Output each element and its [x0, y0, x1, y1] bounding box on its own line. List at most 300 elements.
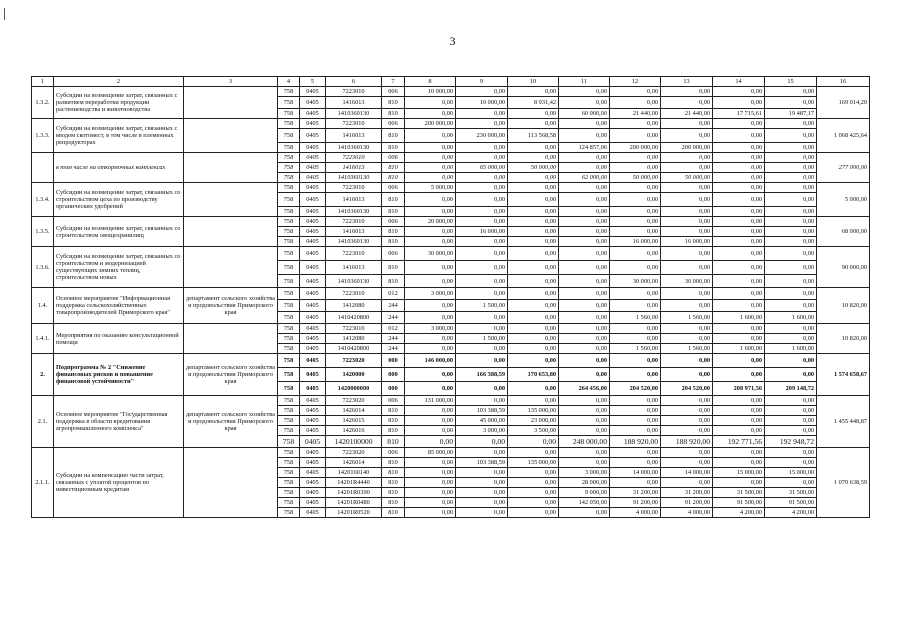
cell-col-13: 0,00	[661, 406, 713, 416]
cell-col-13: 0,00	[661, 193, 713, 207]
cell-col-11: 0,00	[559, 354, 610, 368]
cell-col-10: 0,00	[508, 207, 559, 217]
cell-col-8: 0,00	[405, 227, 456, 237]
cell-col-10: 0,00	[508, 247, 559, 261]
responsible-department	[184, 119, 278, 153]
page-number: 3	[449, 34, 456, 48]
row-number: 1.3.2.	[32, 87, 54, 119]
cell-col-13: 0,00	[661, 163, 713, 173]
cell-col-5: 0405	[300, 488, 326, 498]
cell-col-8: 0,00	[405, 153, 456, 163]
cell-col-14: 0,00	[713, 354, 765, 368]
column-header-11: 11	[559, 77, 610, 87]
cell-col-15: 0,00	[765, 426, 817, 436]
cell-col-14: 0,00	[713, 300, 765, 312]
cell-col-15: 0,00	[765, 227, 817, 237]
cell-col-8: 0,00	[405, 237, 456, 247]
cell-col-9: 3 000,00	[456, 426, 508, 436]
cell-col-11: 0,00	[559, 275, 610, 288]
cell-col-7: 244	[382, 300, 405, 312]
cell-col-10: 3 500,00	[508, 426, 559, 436]
cell-col-7: 012	[382, 288, 405, 300]
cell-col-15: 91 500,00	[765, 498, 817, 508]
cell-col-13: 0,00	[661, 247, 713, 261]
cell-col-5: 0405	[300, 275, 326, 288]
cell-col-15: 0,00	[765, 324, 817, 334]
cell-col-6: 1426015	[326, 416, 382, 426]
cell-col-11: 142 050,00	[559, 498, 610, 508]
cell-col-12: 0,00	[610, 163, 661, 173]
cell-col-11: 0,00	[559, 406, 610, 416]
cell-col-14: 0,00	[713, 143, 765, 153]
cell-col-8: 0,00	[405, 478, 456, 488]
cell-col-12: 0,00	[610, 183, 661, 193]
cell-col-8: 0,00	[405, 163, 456, 173]
cell-col-7: 244	[382, 344, 405, 354]
cell-col-9: 0,00	[456, 448, 508, 458]
cell-col-15: 31 500,00	[765, 488, 817, 498]
cell-col-4: 758	[278, 237, 300, 247]
cell-col-7: 000	[382, 382, 405, 396]
cell-col-7: 810	[382, 207, 405, 217]
row-total: 1 455 448,87	[817, 396, 870, 448]
cell-col-7: 810	[382, 488, 405, 498]
cell-col-14: 1 600,00	[713, 344, 765, 354]
cell-col-6: 1410420800	[326, 312, 382, 324]
row-description: Подпрограмма № 2 "Снижение финансовых рисков и повышение финансовой устойчивости"	[54, 354, 184, 396]
cell-col-13: 0,00	[661, 478, 713, 488]
cell-col-14: 0,00	[713, 406, 765, 416]
cell-col-11: 0,00	[559, 261, 610, 275]
cell-col-5: 0405	[300, 436, 326, 448]
cell-col-14: 0,00	[713, 334, 765, 344]
cell-col-8: 3 000,00	[405, 324, 456, 334]
cell-col-5: 0405	[300, 97, 326, 109]
cell-col-10: 135 000,00	[508, 458, 559, 468]
cell-col-4: 758	[278, 324, 300, 334]
cell-col-4: 758	[278, 354, 300, 368]
cell-col-10: 0,00	[508, 237, 559, 247]
cell-col-12: 200 000,00	[610, 143, 661, 153]
cell-col-8: 30 000,00	[405, 247, 456, 261]
cell-col-12: 204 520,00	[610, 382, 661, 396]
cell-col-10: 0,00	[508, 193, 559, 207]
cell-col-10: 0,00	[508, 334, 559, 344]
cell-col-10: 0,00	[508, 498, 559, 508]
cell-col-7: 810	[382, 416, 405, 426]
cell-col-15: 0,00	[765, 458, 817, 468]
cell-col-4: 758	[278, 129, 300, 143]
column-header-13: 13	[661, 77, 713, 87]
row-description: Субсидии на возмещение затрат, связанных со строительством и модернизацией существующих зимних теплиц, строительством новых	[54, 247, 184, 288]
cell-col-10: 0,00	[508, 275, 559, 288]
cell-col-14: 0,00	[713, 324, 765, 334]
header-row	[32, 77, 870, 87]
cell-col-12: 0,00	[610, 396, 661, 406]
cell-col-8: 0,00	[405, 207, 456, 217]
cell-col-6: 1426014	[326, 406, 382, 416]
cell-col-15: 0,00	[765, 129, 817, 143]
cell-col-10: 170 653,80	[508, 368, 559, 382]
cell-col-9: 166 388,59	[456, 368, 508, 382]
cell-col-12: 0,00	[610, 153, 661, 163]
cell-col-8: 0,00	[405, 416, 456, 426]
cell-col-8: 0,00	[405, 173, 456, 183]
responsible-department	[184, 217, 278, 247]
cell-col-4: 758	[278, 344, 300, 354]
cell-col-14: 0,00	[713, 458, 765, 468]
cell-col-12: 0,00	[610, 97, 661, 109]
cell-col-5: 0405	[300, 368, 326, 382]
cell-col-6: 1410360130	[326, 275, 382, 288]
cell-col-7: 810	[382, 468, 405, 478]
cell-col-14: 0,00	[713, 193, 765, 207]
cell-col-14: 0,00	[713, 97, 765, 109]
cell-col-6: 1416013	[326, 227, 382, 237]
cell-col-8: 0,00	[405, 129, 456, 143]
row-description: Субсидии на возмещение затрат, связанных со строительством цеха по производству органических удобрений	[54, 183, 184, 217]
cell-col-9: 0,00	[456, 143, 508, 153]
text-cursor	[4, 8, 5, 20]
cell-col-15: 0,00	[765, 288, 817, 300]
column-header-5: 5	[300, 77, 326, 87]
cell-col-9: 0,00	[456, 312, 508, 324]
cell-col-14: 15 000,00	[713, 468, 765, 478]
cell-col-13: 0,00	[661, 227, 713, 237]
cell-col-6: 1420000	[326, 368, 382, 382]
cell-col-11: 0,00	[559, 87, 610, 97]
cell-col-14: 4 200,00	[713, 508, 765, 518]
cell-col-4: 758	[278, 153, 300, 163]
cell-col-10: 0,00	[508, 488, 559, 498]
cell-col-5: 0405	[300, 478, 326, 488]
column-header-6: 6	[326, 77, 382, 87]
table-row	[32, 288, 870, 300]
cell-col-6: 1426016	[326, 426, 382, 436]
cell-col-15: 0,00	[765, 237, 817, 247]
cell-col-5: 0405	[300, 416, 326, 426]
cell-col-12: 0,00	[610, 247, 661, 261]
cell-col-4: 758	[278, 163, 300, 173]
cell-col-4: 758	[278, 448, 300, 458]
cell-col-13: 0,00	[661, 153, 713, 163]
cell-col-4: 758	[278, 183, 300, 193]
cell-col-15: 0,00	[765, 416, 817, 426]
cell-col-10: 0,00	[508, 153, 559, 163]
cell-col-5: 0405	[300, 173, 326, 183]
cell-col-4: 758	[278, 368, 300, 382]
cell-col-7: 810	[382, 129, 405, 143]
cell-col-10: 0,00	[508, 312, 559, 324]
row-number: 2.	[32, 354, 54, 396]
cell-col-11: 0,00	[559, 207, 610, 217]
cell-col-5: 0405	[300, 129, 326, 143]
cell-col-6: 7223010	[326, 183, 382, 193]
cell-col-5: 0405	[300, 508, 326, 518]
cell-col-5: 0405	[300, 406, 326, 416]
cell-col-13: 0,00	[661, 300, 713, 312]
cell-col-15: 0,00	[765, 143, 817, 153]
cell-col-4: 758	[278, 488, 300, 498]
cell-col-5: 0405	[300, 334, 326, 344]
cell-col-13: 0,00	[661, 87, 713, 97]
row-number: 1.4.1.	[32, 324, 54, 354]
cell-col-14: 17 715,61	[713, 109, 765, 119]
cell-col-15: 15 000,00	[765, 468, 817, 478]
cell-col-7: 810	[382, 193, 405, 207]
cell-col-13: 0,00	[661, 416, 713, 426]
cell-col-13: 0,00	[661, 119, 713, 129]
cell-col-11: 9 000,00	[559, 488, 610, 498]
cell-col-15: 0,00	[765, 448, 817, 458]
cell-col-12: 16 000,00	[610, 237, 661, 247]
cell-col-15: 0,00	[765, 153, 817, 163]
cell-col-9: 0,00	[456, 109, 508, 119]
cell-col-12: 50 000,00	[610, 173, 661, 183]
cell-col-12: 0,00	[610, 87, 661, 97]
cell-col-6: 1410360130	[326, 109, 382, 119]
cell-col-15: 192 948,72	[765, 436, 817, 448]
cell-col-8: 0,00	[405, 334, 456, 344]
cell-col-8: 0,00	[405, 261, 456, 275]
cell-col-13: 0,00	[661, 354, 713, 368]
row-number: 2.1.1.	[32, 448, 54, 518]
budget-table	[31, 76, 870, 518]
cell-col-5: 0405	[300, 217, 326, 227]
cell-col-8: 146 000,00	[405, 354, 456, 368]
cell-col-9: 0,00	[456, 288, 508, 300]
cell-col-15: 0,00	[765, 334, 817, 344]
cell-col-13: 0,00	[661, 334, 713, 344]
cell-col-4: 758	[278, 119, 300, 129]
column-header-12: 12	[610, 77, 661, 87]
column-header-1: 1	[32, 77, 54, 87]
cell-col-8: 0,00	[405, 436, 456, 448]
cell-col-5: 0405	[300, 227, 326, 237]
cell-col-15: 0,00	[765, 354, 817, 368]
responsible-department: департамент сельского хозяйства и продовольствия Приморского края	[184, 354, 278, 396]
cell-col-12: 0,00	[610, 324, 661, 334]
cell-col-12: 0,00	[610, 354, 661, 368]
cell-col-6: 1416013	[326, 193, 382, 207]
cell-col-7: 810	[382, 237, 405, 247]
cell-col-8: 0,00	[405, 368, 456, 382]
row-total: 169 014,20	[817, 87, 870, 119]
cell-col-9: 1 500,00	[456, 334, 508, 344]
row-description: Субсидии на компенсацию части затрат, связанных с уплатой процентов по инвестиционным кредитам	[54, 448, 184, 518]
cell-col-10: 0,00	[508, 436, 559, 448]
row-number: 2.1.	[32, 396, 54, 448]
row-description: Основное мероприятие "Информационная поддержка сельскохозяйственных товаропроизводителей Приморского края"	[54, 288, 184, 324]
cell-col-13: 0,00	[661, 97, 713, 109]
cell-col-9: 0,00	[456, 354, 508, 368]
cell-col-12: 0,00	[610, 261, 661, 275]
cell-col-9: 0,00	[456, 488, 508, 498]
cell-col-12: 0,00	[610, 406, 661, 416]
cell-col-10: 0,00	[508, 87, 559, 97]
cell-col-4: 758	[278, 227, 300, 237]
cell-col-9: 0,00	[456, 237, 508, 247]
cell-col-15: 1 600,00	[765, 344, 817, 354]
cell-col-6: 7223010	[326, 288, 382, 300]
cell-col-4: 758	[278, 217, 300, 227]
cell-col-15: 0,00	[765, 247, 817, 261]
cell-col-9: 0,00	[456, 344, 508, 354]
cell-col-11: 0,00	[559, 508, 610, 518]
cell-col-6: 7223010	[326, 324, 382, 334]
cell-col-13: 204 520,00	[661, 382, 713, 396]
cell-col-9: 16 000,00	[456, 227, 508, 237]
cell-col-4: 758	[278, 406, 300, 416]
cell-col-7: 810	[382, 426, 405, 436]
cell-col-7: 006	[382, 247, 405, 261]
cell-col-8: 0,00	[405, 458, 456, 468]
cell-col-15: 0,00	[765, 261, 817, 275]
cell-col-4: 758	[278, 247, 300, 261]
cell-col-11: 0,00	[559, 334, 610, 344]
cell-col-4: 758	[278, 261, 300, 275]
cell-col-9: 0,00	[456, 119, 508, 129]
cell-col-13: 21 440,00	[661, 109, 713, 119]
cell-col-14: 0,00	[713, 237, 765, 247]
responsible-department	[184, 448, 278, 518]
cell-col-8: 0,00	[405, 275, 456, 288]
cell-col-14: 0,00	[713, 396, 765, 406]
cell-col-8: 131 000,00	[405, 396, 456, 406]
cell-col-13: 0,00	[661, 368, 713, 382]
table-row	[32, 324, 870, 334]
cell-col-5: 0405	[300, 183, 326, 193]
cell-col-11: 0,00	[559, 368, 610, 382]
cell-col-8: 0,00	[405, 300, 456, 312]
cell-col-6: 1412080	[326, 334, 382, 344]
column-header-16: 16	[817, 77, 870, 87]
cell-col-13: 30 000,00	[661, 275, 713, 288]
cell-col-13: 31 200,00	[661, 488, 713, 498]
row-number: 1.3.6.	[32, 247, 54, 288]
cell-col-11: 28 000,00	[559, 478, 610, 488]
table-row	[32, 448, 870, 458]
cell-col-8: 0,00	[405, 426, 456, 436]
row-total: 5 000,00	[817, 183, 870, 217]
cell-col-9: 10 000,00	[456, 97, 508, 109]
cell-col-12: 30 000,00	[610, 275, 661, 288]
row-description: Субсидии на возмещение затрат, связанных с вводом скотомест, в том числе в племенных репродукторах	[54, 119, 184, 153]
cell-col-8: 0,00	[405, 193, 456, 207]
cell-col-9: 0,00	[456, 183, 508, 193]
cell-col-6: 14201R4440	[326, 478, 382, 488]
cell-col-15: 0,00	[765, 275, 817, 288]
cell-col-6: 1416013	[326, 163, 382, 173]
cell-col-13: 0,00	[661, 129, 713, 143]
table-row	[32, 183, 870, 193]
cell-col-15: 4 200,00	[765, 508, 817, 518]
cell-col-7: 244	[382, 334, 405, 344]
cell-col-12: 1 560,00	[610, 344, 661, 354]
cell-col-8: 0,00	[405, 488, 456, 498]
cell-col-15: 0,00	[765, 478, 817, 488]
cell-col-9: 0,00	[456, 247, 508, 261]
cell-col-10: 8 931,42	[508, 97, 559, 109]
cell-col-5: 0405	[300, 382, 326, 396]
cell-col-7: 810	[382, 498, 405, 508]
cell-col-14: 0,00	[713, 129, 765, 143]
cell-col-12: 14 000,00	[610, 468, 661, 478]
table-row	[32, 354, 870, 368]
cell-col-14: 0,00	[713, 173, 765, 183]
cell-col-9: 0,00	[456, 508, 508, 518]
cell-col-5: 0405	[300, 207, 326, 217]
cell-col-12: 4 000,00	[610, 508, 661, 518]
responsible-department: департамент сельского хозяйства и продовольствия Приморского края	[184, 396, 278, 448]
cell-col-14: 1 600,00	[713, 312, 765, 324]
row-description: Мероприятия по оказанию консультационной помощи	[54, 324, 184, 354]
cell-col-15: 0,00	[765, 193, 817, 207]
row-total: 1 068 425,64	[817, 119, 870, 153]
row-description: Субсидии на возмещение затрат, связанных с развитием переработки продукции растениеводства и животноводства	[54, 87, 184, 119]
cell-col-5: 0405	[300, 344, 326, 354]
cell-col-11: 0,00	[559, 288, 610, 300]
row-number: 1.3.5.	[32, 217, 54, 247]
cell-col-11: 0,00	[559, 193, 610, 207]
cell-col-4: 758	[278, 436, 300, 448]
cell-col-14: 0,00	[713, 87, 765, 97]
cell-col-8: 0,00	[405, 382, 456, 396]
row-description: Основное мероприятие "Государственная поддержка в области кредитования агропромышленного комплекса"	[54, 396, 184, 448]
cell-col-8: 0,00	[405, 498, 456, 508]
cell-col-14: 31 500,00	[713, 488, 765, 498]
cell-col-5: 0405	[300, 119, 326, 129]
cell-col-8: 0,00	[405, 312, 456, 324]
cell-col-12: 0,00	[610, 448, 661, 458]
cell-col-5: 0405	[300, 237, 326, 247]
cell-col-5: 0405	[300, 468, 326, 478]
column-header-8: 8	[405, 77, 456, 87]
cell-col-9: 103 388,59	[456, 458, 508, 468]
cell-col-15: 0,00	[765, 119, 817, 129]
cell-col-10: 0,00	[508, 468, 559, 478]
cell-col-8: 0,00	[405, 468, 456, 478]
cell-col-9: 45 000,00	[456, 416, 508, 426]
cell-col-12: 0,00	[610, 217, 661, 227]
cell-col-8: 5 000,00	[405, 183, 456, 193]
cell-col-12: 0,00	[610, 426, 661, 436]
cell-col-11: 0,00	[559, 426, 610, 436]
cell-col-8: 0,00	[405, 344, 456, 354]
cell-col-10: 0,00	[508, 288, 559, 300]
table-row	[32, 119, 870, 129]
cell-col-7: 006	[382, 183, 405, 193]
cell-col-15: 0,00	[765, 173, 817, 183]
cell-col-10: 0,00	[508, 143, 559, 153]
cell-col-13: 0,00	[661, 207, 713, 217]
cell-col-6: 1410360130	[326, 173, 382, 183]
cell-col-14: 0,00	[713, 207, 765, 217]
cell-col-12: 0,00	[610, 416, 661, 426]
cell-col-15: 1 600,00	[765, 312, 817, 324]
cell-col-7: 006	[382, 217, 405, 227]
cell-col-5: 0405	[300, 354, 326, 368]
table-row	[32, 87, 870, 97]
cell-col-6: 14201R0390	[326, 488, 382, 498]
row-number	[32, 153, 54, 183]
cell-col-15: 0,00	[765, 396, 817, 406]
cell-col-11: 0,00	[559, 300, 610, 312]
cell-col-14: 0,00	[713, 288, 765, 300]
cell-col-10: 0,00	[508, 478, 559, 488]
cell-col-5: 0405	[300, 426, 326, 436]
cell-col-5: 0405	[300, 261, 326, 275]
